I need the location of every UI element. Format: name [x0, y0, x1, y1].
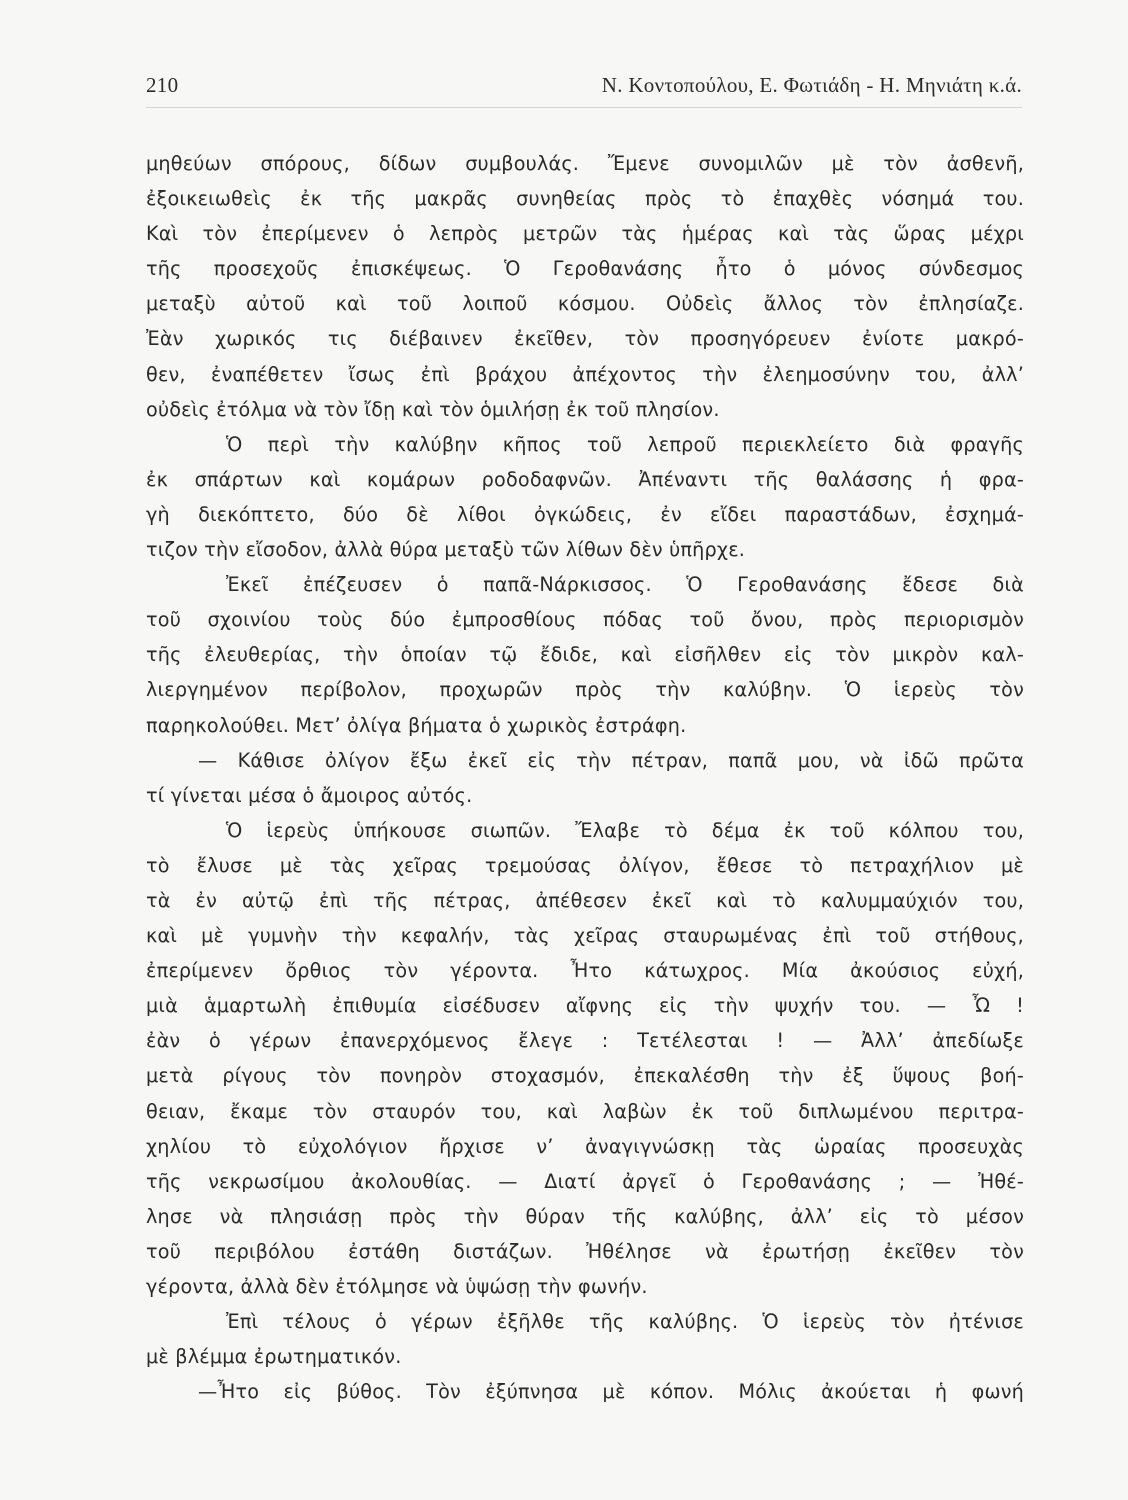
text-line: Καὶ τὸν ἐπερίμενεν ὁ λεπρὸς μετρῶν τὰς ἡμέρας καὶ τὰς ὥρας μέχρι — [146, 222, 1024, 246]
text-line: γέροντα, ἀλλὰ δὲν ἐτόλμησε νὰ ὑψώσῃ τὴν φωνήν. — [146, 1275, 648, 1298]
text-line: μεταξὺ αὐτοῦ καὶ τοῦ λοιποῦ κόσμου. Οὐδεὶς ἄλλος τὸν ἐπλησίαζε. — [146, 292, 1024, 316]
text-line: μετὰ ρίγους τὸν πονηρὸν στοχασμόν, ἐπεκαλέσθη τὴν ἐξ ὕψους βοή- — [146, 1064, 1024, 1088]
text-line: τὸ ἔλυσε μὲ τὰς χεῖρας τρεμούσας ὀλίγον, ἔθεσε τὸ πετραχήλιον μὲ — [146, 853, 1024, 877]
text-line: Ὁ περὶ τὴν καλύβην κῆπος τοῦ λεπροῦ περιεκλείετο διὰ φραγῆς — [226, 432, 1024, 456]
page-number: 210 — [146, 73, 179, 97]
text-line: τῆς ἐλευθερίας, τὴν ὁποίαν τῷ ἔδιδε, καὶ εἰσῆλθεν εἰς τὸν μικρὸν καλ- — [146, 643, 1024, 667]
text-line: παρηκολούθει. Μετ’ ὀλίγα βήματα ὁ χωρικὸς ἐστράφη. — [146, 713, 687, 737]
text-line: θειαν, ἔκαμε τὸν σταυρόν του, καὶ λαβὼν ἐκ τοῦ διπλωμένου περιτρα- — [146, 1099, 1024, 1123]
text-line: γὴ διεκόπτετο, δύο δὲ λίθοι ὀγκώδεις, ἐν εἴδει παραστάδων, ἐσχημά- — [146, 502, 1024, 526]
text-line: ἐὰν ὁ γέρων ἐπανερχόμενος ἔλεγε : Τετέλεσται ! — Ἀλλ’ ἀπεδίωξε — [146, 1029, 1024, 1053]
text-line: μὲ βλέμμα ἐρωτηματικόν. — [146, 1345, 402, 1369]
text-line: Ἐὰν χωρικός τις διέβαινεν ἐκεῖθεν, τὸν προσηγόρευεν ἐνίοτε μακρό- — [146, 327, 1024, 351]
text-line: Ὁ ἱερεὺς ὑπήκουσε σιωπῶν. Ἔλαβε τὸ δέμα ἐκ τοῦ κόλπου του, — [226, 818, 1024, 842]
text-line: καὶ μὲ γυμνὴν τὴν κεφαλήν, τὰς χεῖρας σταυρωμένας ἐπὶ τοῦ στήθους, — [146, 924, 1024, 948]
text-line: λιεργημένον περίβολον, προχωρῶν πρὸς τὴν καλύβην. Ὁ ἱερεὺς τὸν — [146, 678, 1024, 702]
text-line: τί γίνεται μέσα ὁ ἄμοιρος αὐτός. — [146, 783, 473, 807]
text-line: — Κάθισε ὀλίγον ἔξω ἐκεῖ εἰς τὴν πέτραν, παπᾶ μου, νὰ ἰδῶ πρῶτα — [198, 748, 1024, 772]
text-line: τῆς νεκρωσίμου ἀκολουθίας. — Διατί ἀργεῖ ὁ Γεροθανάσης ; — Ἠθέ- — [146, 1169, 1024, 1193]
text-line: χηλίου τὸ εὐχολόγιον ἤρχισε ν’ ἀναγιγνώσκῃ τὰς ὡραίας προσευχὰς — [146, 1134, 1024, 1158]
text-line: τιζον τὴν εἴσοδον, ἀλλὰ θύρα μεταξὺ τῶν λίθων δὲν ὑπῆρχε. — [146, 538, 746, 562]
text-line: τὰ ἐν αὐτῷ ἐπὶ τῆς πέτρας, ἀπέθεσεν ἐκεῖ καὶ τὸ καλυμμαύχιόν του, — [146, 888, 1024, 912]
text-line: ἐκ σπάρτων καὶ κομάρων ροδοδαφνῶν. Ἀπέναντι τῆς θαλάσσης ἡ φρα- — [146, 467, 1024, 491]
page-header — [146, 73, 1022, 103]
text-line: θεν, ἐναπέθετεν ἴσως ἐπὶ βράχου ἀπέχοντος τὴν ἐλεημοσύνην του, ἀλλ’ — [146, 362, 1024, 386]
body-text — [146, 146, 1024, 1409]
text-line: ἐξοικειωθεὶς ἐκ τῆς μακρᾶς συνηθείας πρὸς τὸ ἐπαχθὲς νόσημά του. — [146, 187, 1024, 211]
text-line: τοῦ σχοινίου τοὺς δύο ἐμπροσθίους πόδας τοῦ ὄνου, πρὸς περιορισμὸν — [146, 608, 1024, 632]
text-line: ἐπερίμενεν ὄρθιος τὸν γέροντα. Ἦτο κάτωχρος. Μία ἀκούσιος εὐχή, — [146, 959, 1024, 983]
header-rule — [146, 107, 1022, 108]
running-head: Ν. Κοντοπούλου, Ε. Φωτιάδη - Η. Μηνιάτη κ.ά. — [601, 73, 1022, 97]
text-line: μιὰ ἁμαρτωλὴ ἐπιθυμία εἰσέδυσεν αἴφνης εἰς τὴν ψυχήν του. — Ὦ ! — [146, 994, 1024, 1018]
text-line: —Ἦτο εἰς βύθος. Τὸν ἐξύπνησα μὲ κόπον. Μόλις ἀκούεται ἡ φωνή — [198, 1380, 1024, 1404]
text-line: τοῦ περιβόλου ἐστάθη διστάζων. Ἠθέλησε νὰ ἐρωτήσῃ ἐκεῖθεν τὸν — [146, 1239, 1024, 1263]
text-line: λησε νὰ πλησιάσῃ πρὸς τὴν θύραν τῆς καλύβης, ἀλλ’ εἰς τὸ μέσον — [146, 1204, 1024, 1228]
text-line: μηθεύων σπόρους, δίδων συμβουλάς. Ἔμενε συνομιλῶν μὲ τὸν ἀσθενῆ, — [146, 152, 1024, 175]
text-line: Ἐκεῖ ἐπέζευσεν ὁ παπᾶ-Νάρκισσος. Ὁ Γεροθανάσης ἔδεσε διὰ — [226, 573, 1024, 597]
text-line: Ἐπὶ τέλους ὁ γέρων ἐξῆλθε τῆς καλύβης. Ὁ ἱερεὺς τὸν ἠτένισε — [226, 1310, 1024, 1334]
text-line: τῆς προσεχοῦς ἐπισκέψεως. Ὁ Γεροθανάσης ἦτο ὁ μόνος σύνδεσμος — [146, 257, 1024, 281]
text-line: οὐδεὶς ἐτόλμα νὰ τὸν ἴδῃ καὶ τὸν ὁμιλήσῃ ἐκ τοῦ πλησίον. — [146, 397, 720, 421]
